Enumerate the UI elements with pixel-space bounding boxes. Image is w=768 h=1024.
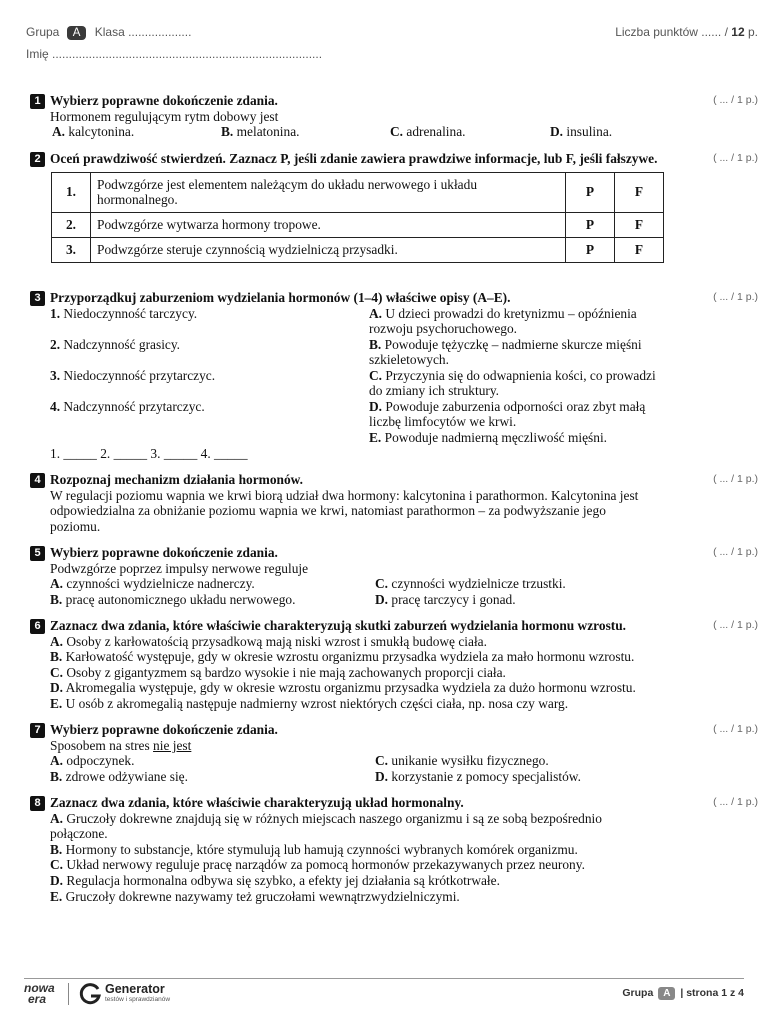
question-title: Zaznacz dwa zdania, które właściwie charakteryzują skutki zaburzeń wydzielania hormonu wzrostu. [50, 618, 627, 633]
description-item: E. Powoduje nadmierną męczliwość mięśni. [369, 429, 608, 445]
question-points: ( ... / 1 p.) [713, 546, 758, 558]
options-row [30, 592, 758, 608]
question-number: 5 [30, 546, 45, 561]
option-d[interactable]: D. Akromegalia występuje, gdy w okresie wzrostu organizmu przysadka wydziela za dużo hormonu wzrostu. [50, 680, 636, 696]
description-item: D. Powoduje zaburzenia odporności oraz zbyt małą liczbę limfocytów we krwi. [369, 398, 646, 430]
option-b[interactable]: B. pracę autonomicznego układu nerwowego. [50, 591, 296, 607]
answer-f[interactable]: F [615, 172, 664, 212]
question-3 [30, 290, 758, 461]
class-label: Klasa ................... [94, 25, 192, 39]
header-group-line [26, 25, 191, 40]
question-points: ( ... / 1 p.) [713, 94, 758, 106]
option-a[interactable]: A. odpoczynek. [50, 753, 135, 769]
answer-p[interactable]: P [566, 172, 615, 212]
answer-p[interactable]: P [566, 212, 615, 237]
question-text: W regulacji poziomu wapnia we krwi biorą udział dwa hormony: kalcytonina i parathormon. Kalcytonina jest odpowiedzialna za obniżanie poziomu wapnia we krwi, natomiast parathormon – za podwyższanie jego poziomu. [50, 487, 639, 534]
question-stem: Podwzgórze poprzez impulsy nerwowe reguluje [50, 560, 309, 576]
footer-group-badge: A [658, 987, 675, 1000]
option-e[interactable]: E. U osób z akromegalią następuje nadmierny wzrost niektórych części ciała, np. nosa czy warg. [50, 695, 569, 711]
table-row: 2. Podwzgórze wytwarza hormony tropowe. P F [52, 212, 664, 237]
nowa-era-logo: nowa era [24, 981, 55, 1006]
option-a[interactable]: A. Gruczoły dokrewne znajdują się w różnych miejscach naszego organizmu i są ze sobą bezpośrednio połączone. [50, 810, 602, 842]
question-points: ( ... / 1 p.) [713, 291, 758, 303]
question-8 [30, 795, 758, 904]
question-title: Przyporządkuj zaburzeniom wydzielania hormonów (1–4) właściwe opisy (A–E). [50, 290, 511, 305]
option-c[interactable]: C. czynności wydzielnicze trzustki. [375, 576, 566, 592]
option-b[interactable]: B. melatonina. [221, 124, 300, 140]
question-1 [30, 93, 758, 140]
question-number: 7 [30, 723, 45, 738]
disorder-item: 1. Niedoczynność tarczycy. [50, 305, 198, 321]
option-d[interactable]: D. insulina. [550, 124, 613, 140]
description-item: A. U dzieci prowadzi do kretynizmu – opóźnienia rozwoju psychoruchowego. [369, 305, 637, 337]
options-row [30, 753, 758, 769]
statement: Podwzgórze wytwarza hormony tropowe. [91, 212, 566, 237]
option-d[interactable]: D. Regulacja hormonalna odbywa się szybko, a efekty jej działania są krótkotrwałe. [50, 872, 500, 888]
option-e[interactable]: E. Gruczoły dokrewne nazywamy też gruczołami wewnątrzwydzielniczymi. [50, 888, 460, 904]
option-c[interactable]: C. Układ nerwowy reguluje pracę narządów za pomocą hormonów przekazywanych przez neurony. [50, 857, 585, 873]
question-points: ( ... / 1 p.) [713, 473, 758, 485]
option-c[interactable]: C. unikanie wysiłku fizycznego. [375, 753, 549, 769]
option-c[interactable]: C. Osoby z gigantyzmem są bardzo wysokie i nie mają zachowanych proporcji ciała. [50, 664, 506, 680]
question-number: 1 [30, 94, 45, 109]
points-total: Liczba punktów ...... / 12 p. [615, 25, 758, 39]
question-title: Wybierz poprawne dokończenie zdania. [50, 545, 278, 560]
question-number: 2 [30, 152, 45, 167]
question-title: Oceń prawdziwość stwierdzeń. Zaznacz P, jeśli zdanie zawiera prawdziwe informacje, lub F, jeśli fałszywe. [50, 151, 658, 166]
matching-area [30, 306, 758, 446]
logo-separator [68, 983, 69, 1005]
description-item: C. Przyczynia się do odwapnienia kości, co prowadzi do zmiany ich struktury. [369, 367, 656, 399]
answer-f[interactable]: F [615, 237, 664, 262]
footer-page-info: Grupa A | strona 1 z 4 [622, 987, 744, 999]
option-a[interactable]: A. Osoby z karłowatością przysadkową mają niski wzrost i smukłą budowę ciała. [50, 633, 487, 649]
disorder-item: 2. Nadczynność grasicy. [50, 336, 181, 352]
statement: Podwzgórze steruje czynnością wydzielniczą przysadki. [91, 237, 566, 262]
table-row: 3. Podwzgórze steruje czynnością wydzielniczą przysadki. P F [52, 237, 664, 262]
answer-blanks[interactable]: 1. _____ 2. _____ 3. _____ 4. _____ [50, 445, 248, 461]
option-b[interactable]: B. zdrowe odżywiane się. [50, 768, 188, 784]
table-row: 1. Podwzgórze jest elementem należącym do układu nerwowego i układu hormonalnego. P F [52, 172, 664, 212]
option-b[interactable]: B. Karłowatość występuje, gdy w okresie wzrostu organizmu przysadka wydziela za mało hormonu wzrostu. [50, 649, 635, 665]
question-2 [30, 151, 758, 263]
true-false-table [51, 172, 664, 263]
option-a[interactable]: A. czynności wydzielnicze nadnerczy. [50, 576, 255, 592]
group-label: Grupa [26, 25, 60, 39]
option-b[interactable]: B. Hormony to substancje, które stymulują lub hamują czynności wybranych komórek organizmu. [50, 841, 578, 857]
statement: Podwzgórze jest elementem należącym do układu nerwowego i układu hormonalnego. [91, 172, 566, 212]
generator-title: Generator [105, 982, 165, 996]
question-points: ( ... / 1 p.) [713, 619, 758, 631]
generator-icon [78, 982, 102, 1006]
question-points: ( ... / 1 p.) [713, 796, 758, 808]
question-points: ( ... / 1 p.) [713, 723, 758, 735]
option-c[interactable]: C. adrenalina. [390, 124, 466, 140]
question-points: ( ... / 1 p.) [713, 152, 758, 164]
question-number: 4 [30, 473, 45, 488]
question-number: 3 [30, 291, 45, 306]
question-stem: Sposobem na stres nie jest [50, 737, 192, 753]
answer-p[interactable]: P [566, 237, 615, 262]
question-title: Wybierz poprawne dokończenie zdania. [50, 722, 278, 737]
options-row [30, 769, 758, 785]
generator-subtitle: testów i sprawdzianów [105, 996, 171, 1003]
disorder-item: 3. Niedoczynność przytarczyc. [50, 367, 216, 383]
question-4 [30, 472, 758, 534]
question-title: Zaznacz dwa zdania, które właściwie charakteryzują układ hormonalny. [50, 795, 464, 810]
option-a[interactable]: A. kalcytonina. [52, 124, 135, 140]
question-number: 8 [30, 796, 45, 811]
question-5 [30, 545, 758, 607]
question-stem: Hormonem regulującym rytm dobowy jest [50, 108, 279, 124]
name-field[interactable]: Imię ................................................................................. [26, 47, 323, 61]
question-6 [30, 618, 758, 712]
answer-f[interactable]: F [615, 212, 664, 237]
options-row [30, 124, 758, 140]
question-title: Wybierz poprawne dokończenie zdania. [50, 93, 278, 108]
options-row [30, 576, 758, 592]
option-d[interactable]: D. pracę tarczycy i gonad. [375, 591, 516, 607]
question-title: Rozpoznaj mechanizm działania hormonów. [50, 472, 303, 487]
group-badge: A [67, 26, 87, 40]
description-item: B. Powoduje tężyczkę – nadmierne skurcze mięśni szkieletowych. [369, 336, 642, 368]
option-d[interactable]: D. korzystanie z pomocy specjalistów. [375, 768, 581, 784]
disorder-item: 4. Nadczynność przytarczyc. [50, 398, 205, 414]
question-number: 6 [30, 619, 45, 634]
footer-divider [24, 978, 744, 979]
question-7 [30, 722, 758, 784]
